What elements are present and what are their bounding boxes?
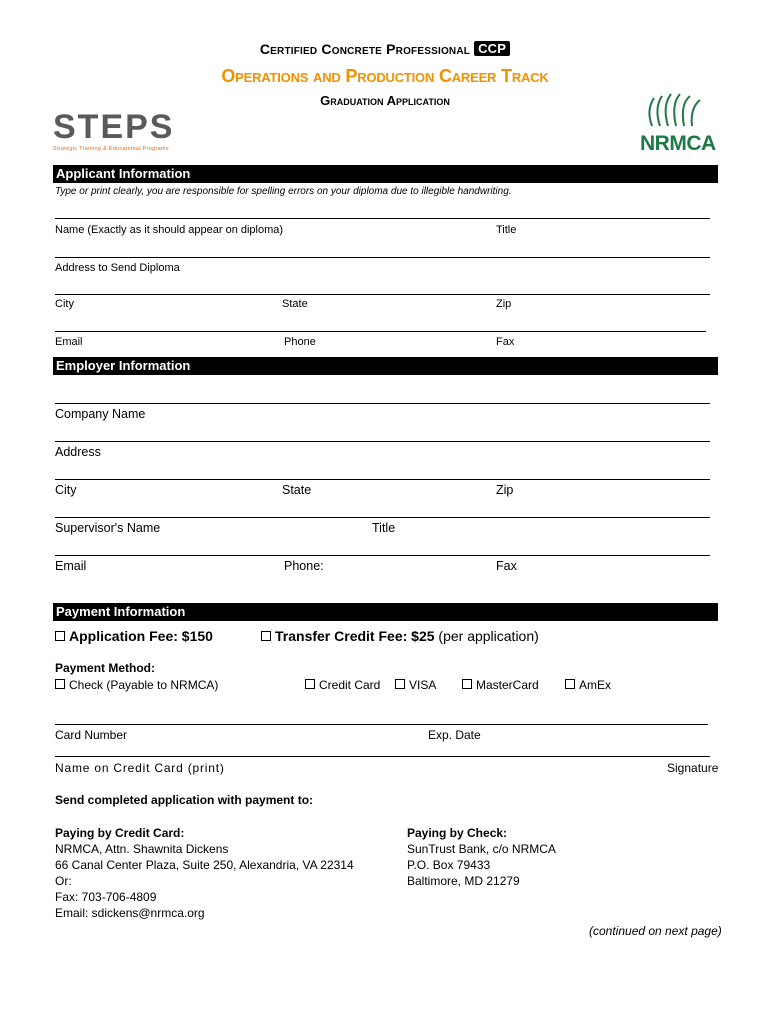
credit-card-option-label: Credit Card xyxy=(319,678,381,692)
applicant-phone-label: Phone xyxy=(284,336,316,348)
credit-card-mail-line2: 66 Canal Center Plaza, Suite 250, Alexandria, VA 22314 xyxy=(55,858,354,872)
amex-option[interactable] xyxy=(565,678,611,692)
credit-card-mail-line3: Or: xyxy=(55,874,72,888)
employer-supervisor-label: Supervisor's Name xyxy=(55,521,161,535)
signature-label: Signature xyxy=(667,761,719,775)
applicant-address-label: Address to Send Diploma xyxy=(55,262,180,274)
checkbox-icon[interactable] xyxy=(261,631,271,641)
employer-state-label: State xyxy=(282,483,312,497)
steps-logo-word: STEPS xyxy=(53,108,175,146)
mastercard-option[interactable] xyxy=(462,678,539,692)
check-mail-line3: Baltimore, MD 21279 xyxy=(407,874,520,888)
applicant-fax-label: Fax xyxy=(496,336,515,348)
credit-card-fax: Fax: 703-706-4809 xyxy=(55,890,157,904)
applicant-name-label: Name (Exactly as it should appear on diploma) xyxy=(55,224,284,236)
employer-address-label: Address xyxy=(55,445,101,459)
form-title-line2: Operations and Production Career Track xyxy=(221,66,549,86)
amex-option-label: AmEx xyxy=(579,678,612,692)
card-number-label: Card Number xyxy=(55,728,128,742)
payment-method-label: Payment Method: xyxy=(55,661,156,675)
name-on-card-line[interactable] xyxy=(55,756,710,757)
employer-section-header: Employer Information xyxy=(53,357,718,375)
employer-email-line[interactable] xyxy=(55,555,710,556)
transfer-fee-option[interactable] xyxy=(261,628,539,644)
check-mail-line2: P.O. Box 79433 xyxy=(407,858,491,872)
form-title-line3: Graduation Application xyxy=(320,93,450,108)
send-heading: Send completed application with payment to: xyxy=(55,793,314,807)
nrmca-logo-word: NRMCA xyxy=(640,132,716,155)
name-on-card-label: Name on Credit Card (print) xyxy=(55,761,225,775)
transfer-fee-note: (per application) xyxy=(438,628,539,644)
checkbox-icon[interactable] xyxy=(55,631,65,641)
check-option-label: Check (Payable to NRMCA) xyxy=(69,678,219,692)
checkbox-icon[interactable] xyxy=(395,679,405,689)
payment-section-header: Payment Information xyxy=(53,603,718,621)
nrmca-logo xyxy=(640,90,718,158)
employer-zip-label: Zip xyxy=(496,483,514,497)
applicant-email-label: Email xyxy=(55,336,83,348)
applicant-instructions: Type or print clearly, you are responsible for spelling errors on your diploma due to illegible handwriting. xyxy=(55,186,512,197)
applicant-title-label: Title xyxy=(496,224,517,236)
continued-note: (continued on next page) xyxy=(589,924,722,938)
applicant-zip-label: Zip xyxy=(496,298,512,310)
check-mail-line1: SunTrust Bank, c/o NRMCA xyxy=(407,842,556,856)
checkbox-icon[interactable] xyxy=(462,679,472,689)
applicant-section-header: Applicant Information xyxy=(53,165,718,183)
applicant-email-line[interactable] xyxy=(55,331,706,332)
mastercard-option-label: MasterCard xyxy=(476,678,539,692)
applicant-city-label: City xyxy=(55,298,74,310)
employer-title-label: Title xyxy=(372,521,396,535)
employer-city-line[interactable] xyxy=(55,479,710,480)
steps-logo xyxy=(53,108,188,156)
steps-logo-tagline: Strategic Training & Educational Programs xyxy=(53,146,169,152)
form-title-line1: Certified Concrete Professional CCP xyxy=(0,41,770,57)
employer-supervisor-line[interactable] xyxy=(55,517,710,518)
application-fee-label: Application Fee: $150 xyxy=(69,628,213,644)
checkbox-icon[interactable] xyxy=(55,679,65,689)
check-option[interactable] xyxy=(55,678,218,692)
employer-company-line[interactable] xyxy=(55,403,710,404)
nrmca-arcs-icon xyxy=(644,90,704,130)
credit-card-option[interactable] xyxy=(305,678,380,692)
credit-card-mail-line1: NRMCA, Attn. Shawnita Dickens xyxy=(55,842,229,856)
visa-option-label: VISA xyxy=(409,678,437,692)
check-mail-title: Paying by Check: xyxy=(407,826,508,840)
applicant-name-line[interactable] xyxy=(55,218,710,219)
transfer-fee-label: Transfer Credit Fee: $25 xyxy=(275,628,435,644)
card-number-line[interactable] xyxy=(55,724,708,725)
exp-date-label: Exp. Date xyxy=(428,728,481,742)
checkbox-icon[interactable] xyxy=(305,679,315,689)
application-fee-option[interactable] xyxy=(55,628,213,644)
credit-card-mail-title: Paying by Credit Card: xyxy=(55,826,185,840)
applicant-address-line[interactable] xyxy=(55,257,710,258)
employer-phone-label: Phone: xyxy=(284,559,324,573)
credit-card-email: Email: sdickens@nrmca.org xyxy=(55,906,205,920)
employer-city-label: City xyxy=(55,483,77,497)
visa-option[interactable] xyxy=(395,678,436,692)
employer-address-line[interactable] xyxy=(55,441,710,442)
employer-fax-label: Fax xyxy=(496,559,517,573)
checkbox-icon[interactable] xyxy=(565,679,575,689)
employer-company-label: Company Name xyxy=(55,407,146,421)
ccp-badge: CCP xyxy=(474,41,510,56)
applicant-city-line[interactable] xyxy=(55,294,710,295)
employer-email-label: Email xyxy=(55,559,87,573)
applicant-state-label: State xyxy=(282,298,308,310)
